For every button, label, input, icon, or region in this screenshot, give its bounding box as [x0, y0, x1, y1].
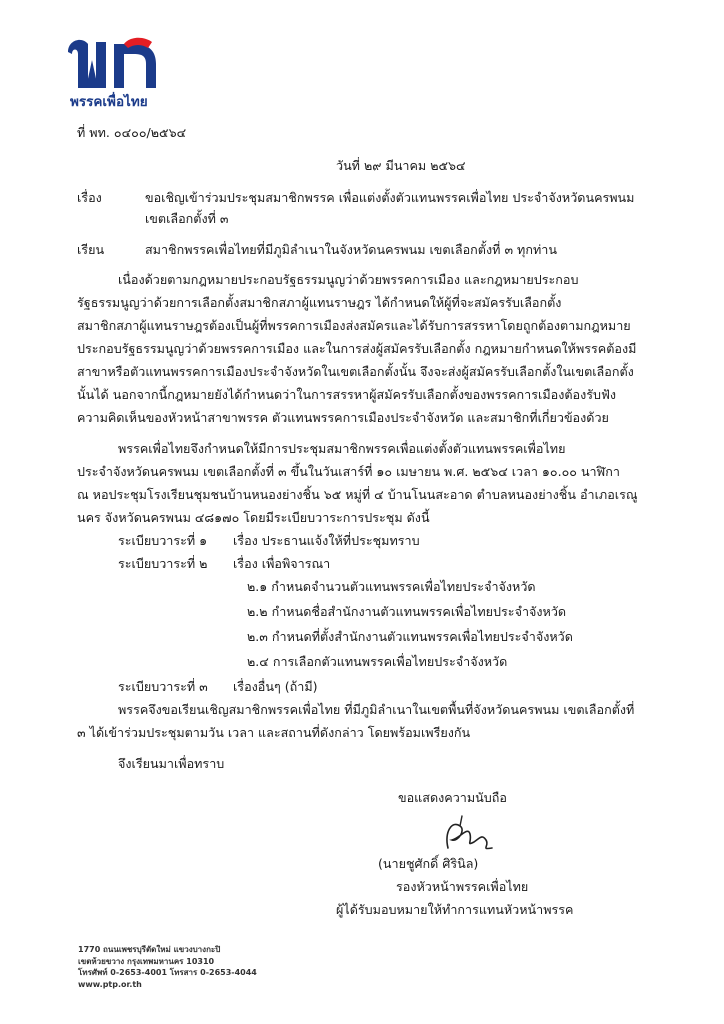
agenda-subitem: ๒.๑ กำหนดจำนวนตัวแทนพรรคเพื่อไทยประจำจังหวัด — [247, 579, 536, 594]
paragraph-line: ณ หอประชุมโรงเรียนชุมชนบ้านหนองย่างชิ้น ๖๕ หมู่ที่ ๔ บ้านโนนสะอาด ตำบลหนองย่างชิ้น อำเภอเรณู — [77, 487, 638, 502]
letterhead-footer-address — [78, 944, 257, 990]
agenda-item-label: ระเบียบวาระที่ ๓ — [118, 679, 208, 694]
paragraph-line: นั้นได้ นอกจากนี้กฎหมายยังได้กำหนดว่าในการสรรหาผู้สมัครรับเลือกตั้งของพรรคการเมืองต้องรับฟัง — [77, 387, 617, 402]
footer-phone-line: โทรศัพท์ 0-2653-4001 โทรสาร 0-2653-4044 — [78, 968, 257, 977]
signer-authority: ผู้ได้รับมอบหมายให้ทำการแทนหัวหน้าพรรค — [336, 902, 574, 917]
subject-text-line-1: ขอเชิญเข้าร่วมประชุมสมาชิกพรรค เพื่อแต่งตั้งตัวแทนพรรคเพื่อไทย ประจำจังหวัดนครพนม — [145, 190, 635, 205]
signer-name: (นายชูศักดิ์ ศิรินิล) — [378, 856, 479, 871]
footer-website: www.ptp.or.th — [78, 979, 142, 989]
closing-request: จึงเรียนมาเพื่อทราบ — [118, 756, 225, 771]
agenda-item-text: เรื่อง ประธานแจ้งให้ที่ประชุมทราบ — [233, 533, 420, 548]
party-logo — [64, 34, 174, 108]
agenda-subitem: ๒.๒ กำหนดชื่อสำนักงานตัวแทนพรรคเพื่อไทยประจำจังหวัด — [247, 604, 567, 619]
party-logo-name: พรรคเพื่อไทย — [70, 94, 148, 110]
footer-address-line: เขตห้วยขวาง กรุงเทพมหานคร 10310 — [78, 956, 215, 966]
subject-label: เรื่อง — [77, 190, 102, 205]
recipient-label: เรียน — [77, 242, 105, 257]
paragraph-line: พรรคจึงขอเรียนเชิญสมาชิกพรรคเพื่อไทย ที่มีภูมิลำเนาในเขตพื้นที่จังหวัดนครพนม เขตเลือกตั้งที่ — [118, 702, 635, 717]
paragraph-line: นคร จังหวัดนครพนม ๔๘๑๗๐ โดยมีระเบียบวาระการประชุม ดังนี้ — [77, 510, 430, 525]
handwritten-signature — [430, 812, 510, 862]
paragraph-line: ประจำจังหวัดนครพนม เขตเลือกตั้งที่ ๓ ขึ้นในวันเสาร์ที่ ๑๐ เมษายน พ.ศ. ๒๕๖๔ เวลา ๑๐.๐๐ นาฬิกา — [77, 464, 620, 479]
paragraph-line: สาขาหรือตัวแทนพรรคการเมืองประจำจังหวัดในเขตเลือกตั้งนั้น จึงจะส่งผู้สมัครรับเลือกตั้งในเขตเลือกตั้ง — [77, 364, 634, 379]
paragraph-line: ๓ ได้เข้าร่วมประชุมตามวัน เวลา และสถานที่ดังกล่าว โดยพร้อมเพรียงกัน — [77, 725, 471, 740]
agenda-subitem: ๒.๓ กำหนดที่ตั้งสำนักงานตัวแทนพรรคเพื่อไทยประจำจังหวัด — [247, 629, 573, 644]
agenda-item-text: เรื่องอื่นๆ (ถ้ามี) — [233, 679, 318, 694]
agenda-item-label: ระเบียบวาระที่ ๑ — [118, 533, 208, 548]
agenda-item-label: ระเบียบวาระที่ ๒ — [118, 556, 208, 571]
paragraph-line: ความคิดเห็นของหัวหน้าสาขาพรรค ตัวแทนพรรคการเมืองประจำจังหวัด และสมาชิกที่เกี่ยวข้องด้วย — [77, 410, 609, 425]
document-reference: ที่ พท. ๐๔๐๐/๒๕๖๔ — [77, 125, 187, 140]
signer-position: รองหัวหน้าพรรคเพื่อไทย — [396, 879, 529, 894]
recipient-text: สมาชิกพรรคเพื่อไทยที่มีภูมิลำเนาในจังหวัดนครพนม เขตเลือกตั้งที่ ๓ ทุกท่าน — [145, 242, 557, 257]
paragraph-line: เนื่องด้วยตามกฎหมายประกอบรัฐธรรมนูญว่าด้วยพรรคการเมือง และกฎหมายประกอบ — [118, 272, 579, 287]
footer-address-line: 1770 ถนนเพชรบุรีตัดใหม่ แขวงบางกะปิ — [78, 945, 221, 954]
closing-salutation: ขอแสดงความนับถือ — [398, 790, 507, 805]
paragraph-line: พรรคเพื่อไทยจึงกำหนดให้มีการประชุมสมาชิกพรรคเพื่อแต่งตั้งตัวแทนพรรคเพื่อไทย — [118, 441, 566, 456]
paragraph-line: รัฐธรรมนูญว่าด้วยการเลือกตั้งสมาชิกสภาผู้แทนราษฎร ได้กำหนดให้ผู้ที่จะสมัครรับเลือกตั้ง — [77, 295, 562, 310]
paragraph-line: สมาชิกสภาผู้แทนราษฎรต้องเป็นผู้ที่พรรคการเมืองส่งสมัครและได้รับการสรรหาโดยถูกต้องตามกฎหมาย — [77, 318, 631, 333]
document-date: วันที่ ๒๙ มีนาคม ๒๕๖๔ — [336, 158, 466, 173]
agenda-item-text: เรื่อง เพื่อพิจารณา — [233, 556, 331, 571]
paragraph-line: ประกอบรัฐธรรมนูญว่าด้วยพรรคการเมือง และในการส่งผู้สมัครรับเลือกตั้ง กฎหมายกำหนดให้พรรคต้องมี — [77, 341, 637, 356]
agenda-subitem: ๒.๔ การเลือกตัวแทนพรรคเพื่อไทยประจำจังหวัด — [247, 654, 508, 669]
subject-text-line-2: เขตเลือกตั้งที่ ๓ — [145, 211, 229, 226]
party-logo-mark — [64, 34, 174, 90]
